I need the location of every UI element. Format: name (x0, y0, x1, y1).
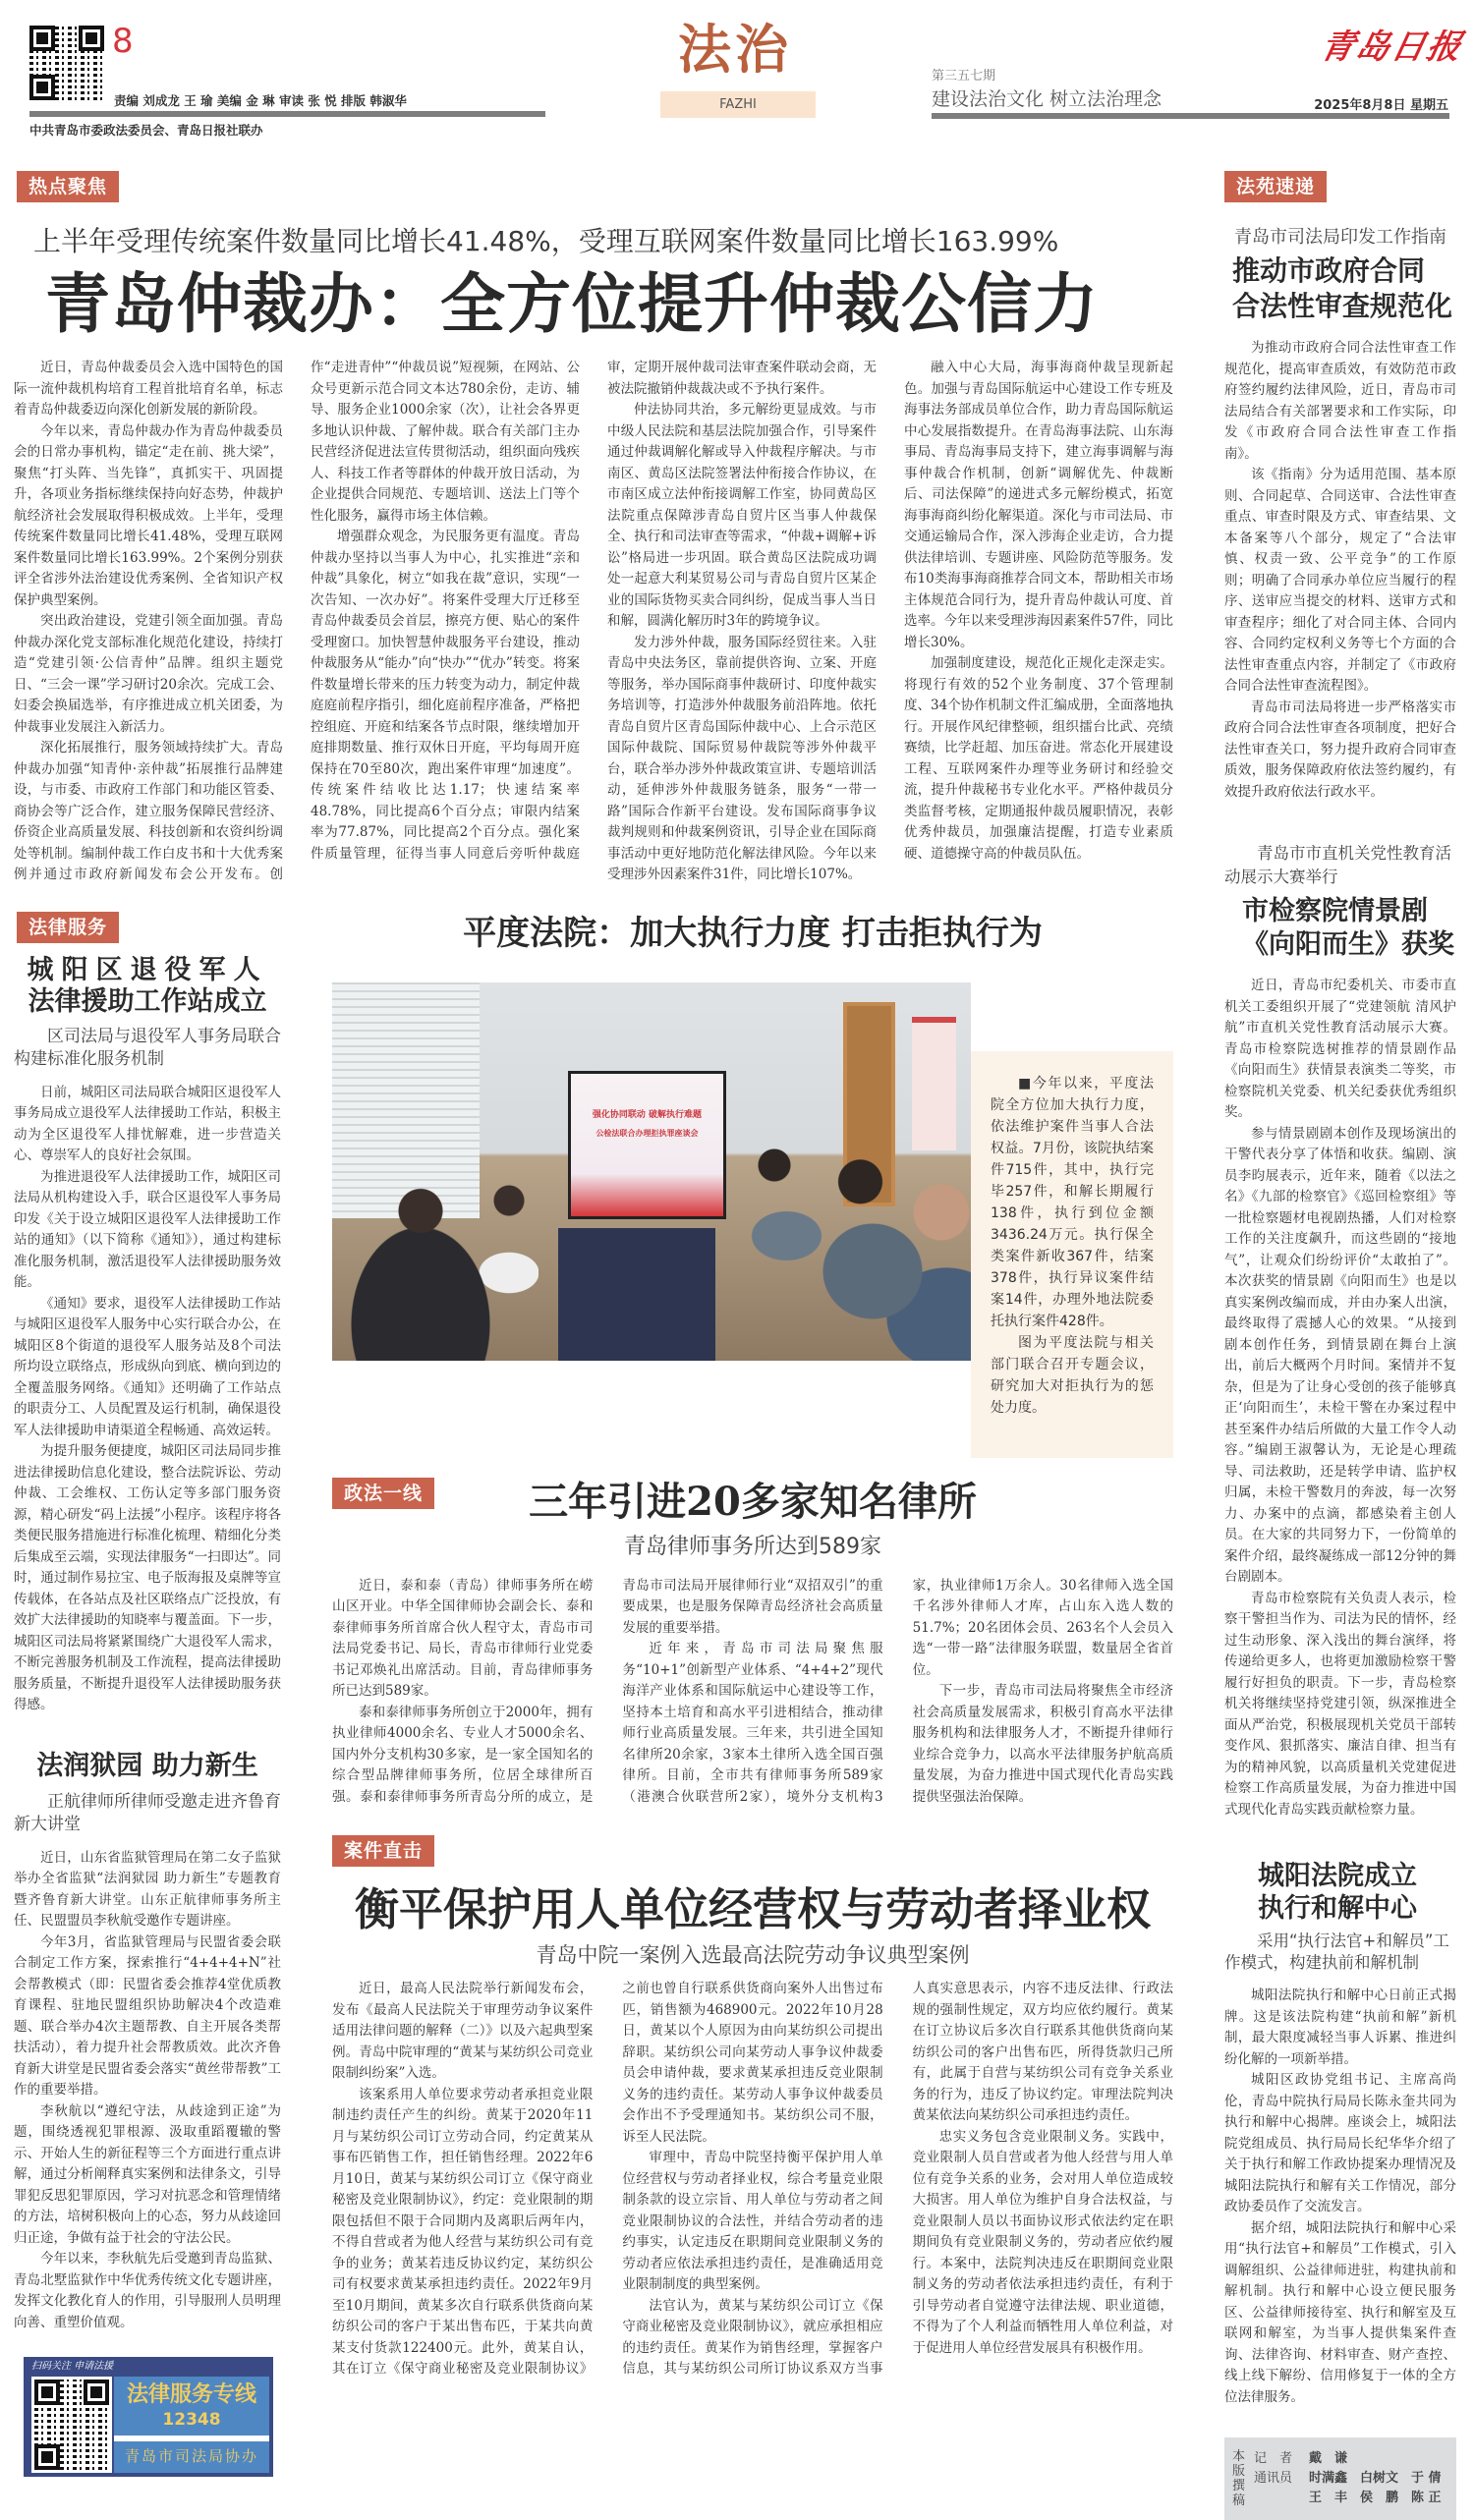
paragraph: 参与情景剧剧本创作及现场演出的干警代表分享了体悟和收获。编剧、演员李昀展表示，近年来，随着《以法之名》《九部的检察官》《巡回检察组》等一批检察题材电视剧热播，人们对检察工作的关注度飙升，而这些剧的“接地气”，让观众们纷纷评价“太敢拍了”。本次获奖的情景剧《向阳而生》也是以真实案例改编而成，并由办案人出演，最终取得了震撼人心的效果。“从接到剧本创作任务，到情景剧在舞台上演出，前后大概两个月时间。案情并不复杂，但是为了让身心受创的孩子能够真正‘向阳而生’，未检干警在办案过程中甚至案件办结后所做的大量工作令人动容。”编剧王淑馨认为，无论是心理疏导、司法救助，还是转学申请、监护权归属，未检干警数月的奔波，每一次努力、办案中的点滴，都感染着主创人员。在大家的共同努力下，一份简单的案件介绍，最终凝练成一部12分钟的舞台剧剧本。 (1224, 1125, 1456, 1585)
brief3-kicker: 采用“执行法官+和解员”工作模式，构建执前和解机制 (1224, 1932, 1449, 1972)
section-pinyin: FAZHI (660, 91, 816, 118)
paragraph: 泰和泰律师事务所创立于2000年，拥有执业律师4000余名、专业人才5000余名、国内外分支机构30多家，是一家全国知名的综合型品牌律师事务所，位居全球律所百强。泰和泰律师事务所青岛分所的成立，是青岛市司法局开展律师行业“双招双引”的重要成果，也是服务保障青岛经济社会高质量发展的重要举措。 (332, 1577, 883, 1805)
headline-line: 推动市政府合同 (1232, 254, 1426, 287)
section-tag-law-express: 法苑速递 (1224, 171, 1327, 202)
screen-subtitle: 公检法联合办理拒执罪座谈会 (595, 1128, 699, 1138)
paragraph: 日前，城阳区司法局联合城阳区退役军人事务局成立退役军人法律援助工作站，积极主动为全区退役军人排忧解难，进一步营造关心、尊崇军人的良好社会氛围。 (14, 1084, 281, 1163)
conference-table (558, 1228, 715, 1361)
paragraph: 为提升服务便捷度，城阳区司法局同步推进法律援助信息化建设，整合法院诉讼、劳动仲裁、工会维权、工伤认定等多部门服务资源，精心研发“码上法援”小程序。该程序将各类便民服务措施进行标准化梳理、精细化分类后集成至云端，实现法律服务“一扫即达”。同时，通过制作易拉宝、电子版海报及桌牌等宣传载体，在各站点及社区联络点广泛投放，有效扩大法律援助的知晓率与覆盖面。下一步，城阳区司法局将紧紧围绕广大退役军人需求，不断完善服务机制及工作流程，提高法律援助服务质量，不断提升退役军人法律援助服务获得感。 (14, 1443, 281, 1712)
newspaper-logo: 青岛日报 (1317, 28, 1467, 67)
hotline-sponsor: 青岛市司法局协办 (124, 2447, 258, 2465)
meeting-photo (332, 982, 971, 1361)
brief1-kicker: 青岛市司法局印发工作指南 (1234, 227, 1446, 248)
prison-body (14, 1848, 281, 2334)
paragraph: 突出政治建设，党建引领全面加强。青岛仲裁办深化党支部标准化规范化建设，持续打造“党建引领·公信青仲”品牌。组织主题党日、“三会一课”学习研讨20余次。完成工会、妇委会换届选举，有序推进成立机关团委，为仲裁事业发展注入新活力。 (14, 613, 283, 735)
section-tag-frontline: 政法一线 (332, 1478, 434, 1509)
paragraph: 近日，最高人民法院举行新闻发布会，发布《最高人民法院关于审理劳动争议案件适用法律问题的解释（二）》以及六起典型案例。青岛中院审理的“黄某与某纺织公司竞业限制纠纷案”入选。 (332, 1981, 594, 2081)
section-tag-hot-focus: 热点聚焦 (17, 171, 119, 202)
reporter-names: 戴 谦 (1309, 2451, 1348, 2466)
headline-line: 法律援助工作站成立 (28, 985, 267, 1017)
section-title: 法治 (678, 18, 792, 81)
correspondent-label: 通讯员 (1254, 2471, 1293, 2486)
issue-date: 2025年8月8日 星期五 (1314, 98, 1448, 113)
paragraph: 今年以来，青岛仲裁办作为青岛仲裁委员会的日常办事机构，锚定“走在前、挑大梁”，聚焦“打头阵、当先锋”，真抓实干、巩固提升，各项业务指标继续保持向好态势，仲裁护航经济社会发展取得积极成效。上半年，受理传统案件数量同比增长41.48%，受理互联网案件数量同比增长163.99%。2个案例分别获评全省涉外法治建设优秀案例、全省知识产权保护典型案例。 (14, 422, 283, 608)
lower-area (14, 912, 1173, 2478)
lawfirms-kicker: 青岛律师事务所达到589家 (624, 1534, 881, 1559)
main-area (14, 171, 1173, 2477)
spacer (1254, 2489, 1305, 2508)
paragraph: 近日，青岛仲裁委员会入选中国特色的国际一流仲裁机构培育工程首批培育名单，标志着青岛仲裁委迈向深化创新发展的新阶段。 (14, 360, 283, 418)
labor-case-headline: 衡平保护用人单位经营权与劳动者择业权 (354, 1883, 1151, 1935)
lawfirms-body (332, 1576, 1173, 1809)
paragraph: ■今年以来，平度法院全方位加大执行力度，依法维护案件当事人合法权益。7月份，该院执结案件715件，其中，执行完毕257件，和解长期履行138件，执行到位金额3436.24万元。执行保全类案件新收367件，结案378件，执行异议案件结案14件，办理外地法院委托执行案件428件。 (991, 1075, 1154, 1329)
lead-kicker: 上半年受理传统案件数量同比增长41.48%，受理互联网案件数量同比增长163.99% (33, 225, 1059, 257)
correspondent-names: 时满鑫 白树文 于 倩 (1309, 2471, 1442, 2486)
paragraph: 近日，山东省监狱管理局在第二女子监狱举办全省监狱“法润狱园 助力新生”专题教育暨齐鲁育新大讲堂。山东正航律师事务所主任、民盟盟员李秋航受邀作专题讲座。 (14, 1849, 281, 1929)
prison-kicker: 正航律师所律师受邀走进齐鲁育新大讲堂 (14, 1791, 281, 1834)
header-rule-left (29, 111, 545, 117)
lead-article-body (14, 358, 1173, 886)
legal-service-kicker: 区司法局与退役军人事务局联合构建标准化服务机制 (14, 1026, 281, 1069)
contributors-grid (1254, 2449, 1442, 2508)
contributors-box (1224, 2437, 1456, 2520)
lawfirms-headline: 三年引进20多家知名律所 (529, 1478, 977, 1525)
header-rule-right (932, 113, 1449, 119)
paragraph: 近年来，青岛市司法局聚焦服务“10+1”创新型产业体系、“4+4+2”现代海洋产业体系和国际航运中心建设等工作，坚持本土培育和高水平引进相结合，推动律师行业高质量发展。三年来，共引进全国知名律所20余家，3家本土律所入选全国百强律所。目前，全市共有律师事务所589家（港澳合伙联营所2家），境外分支机构3家，执业律师1万余人。30名律师入选全国千名涉外律师人才库，占山东入选人数的51.7%；20名团体会员、263名个人会员入选“一带一路”法律服务联盟，数量居全省首位。 (622, 1577, 1173, 1805)
paragraph: 《通知》要求，退役军人法律援助工作站与城阳区退役军人服务中心实行联合办公，在城阳区8个街道的退役军人服务站及8个司法所均设立联络点，形成纵向到底、横向到边的全覆盖服务网络。《通知》还明确了工作站点的职责分工、人员配置及运行机制，确保退役军人法律援助申请渠道全程畅通、高效运转。 (14, 1295, 281, 1438)
qr-code-icon (31, 2377, 112, 2473)
paragraph: 该《指南》分为适用范围、基本原则、合同起草、合同送审、合法性审查重点、审查时限及方式、审查结果、文本备案等八个部分，规定了“合法审慎、权责一致、公平竞争”的工作原则；明确了合同承办单位应当履行的程序、送审应当提交的材料、送审方式和审查程序；细化了对合同主体、合同内容、合同约定权利义务等七个方面的合法性审查重点内容，并制定了《市政府合同合法性审查流程图》。 (1224, 467, 1456, 694)
correspondent-names: 王 丰 侯 鹏 陈 正 (1309, 2491, 1442, 2505)
photo-caption (991, 1073, 1154, 1419)
paragraph: 图为平度法院与相关部门联合召开专题会议，研究加大对拒执行为的惩处力度。 (991, 1334, 1154, 1416)
brief2-body (1224, 976, 1456, 1820)
headline-line: 执行和解中心 (1258, 1893, 1417, 1924)
photo-row (332, 982, 1173, 1458)
headline-line: 合法性审查规范化 (1232, 290, 1453, 322)
pingdu-headline: 平度法院：加大执行力度 打击拒执行为 (463, 913, 1043, 953)
labor-case-body (332, 1979, 1173, 2380)
slogan: 建设法治文化 树立法治理念 (932, 88, 1162, 110)
prison-headline: 法润狱园 助力新生 (36, 1750, 258, 1781)
brief2-kicker: 青岛市市直机关党性教育活动展示大赛举行 (1224, 844, 1451, 886)
brief3-body (1224, 1986, 1456, 2408)
caption-box (971, 1051, 1173, 1458)
paragraph: 该案系用人单位要求劳动者承担竞业限制违约责任产生的纠纷。黄某于2020年11月与某纺织公司订立劳动合同，约定黄某从事布匹销售工作，担任销售经理。2022年6月10日，黄某与某纺织公司订立《保守商业秘密及竞业限制协议》，约定：竞业限制的期限包括但不限于合同期内及离职后两年内，不得自营或者为他人经营与某纺织公司有竞争的业务；黄某若违反协议约定，某纺织公司有权要求黄某承担违约责任。2022年9月至10月期间，黄某多次自行联系供货商向某纺织公司的客户于某出售布匹，于某共向黄某支付货款122400元。此外，黄某自认，其在订立《保守商业秘密及竞业限制协议》之前也曾自行联系供货商向案外人出售过布匹，销售额为468900元。2022年10月28日，黄某以个人原因为由向某纺织公司提出辞职。某纺织公司向某劳动人事争议仲裁委员会申请仲裁，要求黄某承担违反竞业限制义务的违约责任。某劳动人事争议仲裁委员会作出不予受理通知书。某纺织公司不服，诉至人民法院。 (332, 1981, 883, 2377)
labor-case-kicker: 青岛中院一案例入选最高法院劳动争议典型案例 (536, 1943, 970, 1967)
page-number: 8 (112, 22, 134, 61)
qr-code-icon (29, 26, 104, 100)
brief3-headline (1258, 1860, 1456, 1925)
issue-number: 第三五七期 (932, 69, 996, 84)
paragraph: 近日，青岛市纪委机关、市委市直机关工委组织开展了“党建领航 清风护航”市直机关党性教育活动展示大赛。青岛市检察院选树推荐的情景剧作品《向阳而生》获情景表演类二等奖，市检察院机关党委、机关纪委获优秀组织奖。 (1224, 978, 1456, 1120)
paragraph: 加强制度建设，规范化正规化走深走实。将现行有效的52个业务制度、37个管理制度、34个协作机制文件汇编成册，全面落地执行。开展作风纪律整顿，组织擂台比武、亮绩赛绩，比学赶超、加压奋进。常态化开展建设工程、互联网案件办理等业务研讨和经验交流，提升仲裁秘书专业化水平。严格仲裁员分类监督考核，定期通报仲裁员履职情况，表彰优秀仲裁员，加强廉洁提醒，打造专业素质硬、道德操守高的仲裁员队伍。 (904, 655, 1173, 862)
paragraph: 审理中，青岛中院坚持衡平保护用人单位经营权与劳动者择业权，综合考量竞业限制条款的设立宗旨、用人单位与劳动者之间竞业限制协议的合法性，并结合劳动者的违约事实，认定违反在职期间竞业限制义务的劳动者应依法承担违约责任，是准确适用竞业限制制度的典型案例。 (622, 2150, 883, 2292)
hotline-ad (24, 2357, 273, 2477)
headline-line: 城阳区退役军人 (27, 954, 268, 985)
paragraph: 据介绍，城阳法院执行和解中心采用“执行法官+和解员”工作模式，引入调解组织、公益律师进驻，构建执前和解机制。执行和解中心设立便民服务区、公益律师接待室、执行和解室及互联网和解室，为当事人提供集案件查询、法律咨询、材料审查、财产查控、线上线下解纷、信用修复于一体的全方位法律服务。 (1224, 2219, 1456, 2405)
labor-case-story (332, 1835, 1173, 2380)
editor-credits: 责编 刘成龙 王 瑜 美编 金 琳 审读 张 悦 排版 韩淑华 (114, 93, 407, 108)
paragraph: 下一步，青岛市司法局将聚焦全市经济社会高质量发展需求，积极引育高水平法律服务机构和法律服务人才，不断提升律师行业综合竞争力，以高水平法律服务护航高质量发展，为奋力推进中国式现代化青岛实践提供坚强法治保障。 (912, 1683, 1173, 1805)
paragraph: 深化拓展推行，服务领域持续扩大。青岛仲裁办加强“知青仲·亲仲裁”拓展推行品牌建设，与市委、市政府工作部门和功能区管委、商协会等广泛合作，建立服务保障民营经济、侨资企业高质量发展、科技创新和农资纠纷调处等机制。编制仲裁工作白皮书和十大优秀案例并通过市政府新闻发布会公开发布。创作“走进青仲”“仲裁员说”短视频，在网站、公众号更新示范合同文本达780余份，走访、辅导、服务企业1000余家（次），让社会各界更多地认识仲裁、了解仲裁。联合有关部门主办民营经济促进法宣传贯彻活动，组织面向残疾人、科技工作者等群体的仲裁开放日活动，为企业提供合同规范、专题培训、送法上门等个性化服务，赢得市场主体信赖。 (14, 360, 580, 882)
paragraph: 城阳法院执行和解中心日前正式揭牌。这是该法院构建“执前和解”新机制，最大限度减轻当事人诉累、推进纠纷化解的一项新举措。 (1224, 1988, 1456, 2067)
paragraph: 为推进退役军人法律援助工作，城阳区司法局从机构建设入手，联合区退役军人事务局印发《关于设立城阳区退役军人法律援助工作站的通知》（以下简称《通知》），通过构建标准化服务机制，激活退役军人法律援助服务效能。 (14, 1168, 281, 1290)
left-column (14, 912, 281, 2478)
attendees-right (725, 1130, 971, 1361)
presentation-screen (568, 1071, 726, 1219)
right-column (1224, 171, 1456, 2520)
qr-caption: 扫码关注 申请法援 (31, 2361, 114, 2372)
hotline-panel (114, 2377, 269, 2473)
paragraph: 城阳区政协党组书记、主席高尚伦，青岛中院执行局局长陈永奎共同为执行和解中心揭牌。座谈会上，城阳法院党组成员、执行局局长纪华华介绍了关于执行和解工作政协提案办理情况及城阳法院执行和解有关工作情况，部分政协委员作了交流发言。 (1224, 2072, 1456, 2214)
hotline-number: 12348 (162, 2410, 221, 2430)
paragraph: 李秋航以“遵纪守法，从歧途到正途”为题，围绕透视犯罪根源、汲取重蹈覆辙的警示、开始人生的新征程等三个方面进行重点讲解，通过分析阐释真实案例和法律条文，引导罪犯反思犯罪原因，学习对抗恶念和管理情绪的方法，培树积极向上的心态，努力从歧途回归正途，争做有益于社会的守法公民。 (14, 2102, 281, 2246)
legal-service-headline (14, 955, 281, 1018)
paragraph: 增强群众观念，为民服务更有温度。青岛仲裁办坚持以当事人为中心，扎实推进“亲和仲裁”具象化，树立“如我在裁”意识，实现“一次告知、一次办好”。将案件受理大厅迁移至青岛仲裁委员会首层，擦亮方便、贴心的案件受理窗口。加快智慧仲裁服务平台建设，推动仲裁服务从“能办”向“快办”“优办”转变。将案件数量增长带来的压力转变为动力，制定仲裁庭庭前程序指引，细化庭前程序准备，严格把控组庭、开庭和结案各节点时限，继续增加开庭排期数量、推行双休日开庭，平均每周开庭保持在70至80次，跑出案件审理“加速度”。传统案件结收比达1.17；快速结案率48.78%，同比提高6个百分点；审限内结案率为77.87%，同比提高2个百分点。强化案件质量管理，征得当事人同意后旁听仲裁庭审，定期开展仲裁司法审查案件联动会商，无被法院撤销仲裁裁决或不予执行案件。 (311, 360, 877, 862)
legal-service-body (14, 1083, 281, 1716)
hotline-divider (114, 2436, 269, 2441)
headline-line: 《向阳而生》获奖 (1242, 929, 1454, 960)
paragraph: 今年3月，省监狱管理局与民盟省委会联合制定工作方案，探索推行“4+4+4+N”社会帮教模式（即：民盟省委会推荐4堂优质教育课程、驻地民盟组织协助解决4个改造难题、联合举办4次主题帮教、自主开展各类帮扶活动），着力提升社会帮教质效。此次齐鲁育新大讲堂是民盟省委会落实“黄丝带帮教”工作的重要举措。 (14, 1933, 281, 2098)
lawfirms-story (332, 1478, 1173, 1809)
paragraph: 法官认为，黄某与某纺织公司订立《保守商业秘密及竞业限制协议》，就应承担相应的违约责任。黄某作为销售经理，掌握客户信息，其与某纺织公司所订协议系双方当事人真实意思表示，内容不违反法律、行政法规的强制性规定，双方均应依约履行。黄某在订立协议后多次自行联系其他供货商向某纺织公司的客户出售布匹，所得货款归己所有，此属于自营与某纺织公司有竞争关系业务的行为，违反了协议约定。审理法院判决黄某依法向某纺织公司承担违约责任。 (622, 1981, 1173, 2377)
brief1-body (1224, 338, 1456, 803)
screen-title: 强化协同联动 破解执行难题 (592, 1109, 703, 1120)
paragraph: 青岛市检察院有关负责人表示，检察干警担当作为、司法为民的情怀，经过生动形象、深入浅出的舞台演绎，将传递给更多人，也将更加激励检察干警履行好担负的职责。下一步，青岛检察机关将继续坚持党建引领，纵深推进全面从严治党，积极展现机关党员干部转变作风、狠抓落实、廉洁自律、担当有为的精神风貌，以高质量机关党建促进检察工作高质量发展，为奋力推进中国式现代化青岛实践贡献检察力量。 (1224, 1590, 1456, 1818)
reporter-label: 记 者 (1254, 2451, 1293, 2466)
paragraph: 青岛市司法局将进一步严格落实市政府合同合法性审查各项制度，把好合法性审查关口，努力提升政府合同审查质效，服务保障政府依法签约履约，有效提升政府依法行政水平。 (1224, 699, 1456, 800)
paragraph: 发力涉外仲裁，服务国际经贸往来。入驻青岛中央法务区，靠前提供咨询、立案、开庭等服务，举办国际商事仲裁研讨、印度仲裁实务培训等，打造涉外仲裁服务前沿阵地。依托青岛自贸片区青岛国际仲裁中心、上合示范区国际仲裁院、国际贸易仲裁院等涉外仲裁平台，联合举办涉外仲裁政策宣讲、专题培训活动，延伸涉外仲裁服务链条，服务“一带一路”国际合作新平台建设。发布国际商事争议裁判规则和仲裁案例资讯，引导企业在国际商事活动中更好地防范化解法律风险。今年以来受理涉外因素案件31件，同比增长107%。 (607, 634, 877, 882)
contributors-label: 本版撰稿 (1232, 2449, 1246, 2508)
paragraph: 今年以来，李秋航先后受邀到青岛监狱、青岛北墅监狱作中华优秀传统文化专题讲座，发挥文化教化育人的作用，引导服刑人员明理向善、重塑价值观。 (14, 2251, 281, 2330)
paragraph: 近日，泰和泰（青岛）律师事务所在崂山区开业。中华全国律师协会副会长、泰和泰律师事务所首席合伙人程守太，青岛市司法局党委书记、局长，青岛市律师行业党委书记邓焕礼出席活动。目前，青岛律师事务所已达到589家。 (332, 1577, 594, 1699)
brief2-headline (1242, 895, 1456, 962)
section-tag-case-focus: 案件直击 (332, 1835, 434, 1867)
organizer-line: 中共青岛市委政法委员会、青岛日报社联办 (29, 123, 263, 138)
headline-line: 城阳法院成立 (1258, 1861, 1417, 1891)
paragraph: 为推动市政府合同合法性审查工作规范化，提高审查质效，有效防范市政府签约履约法律风险，近日，青岛市司法局结合有关部署要求和工作实际，印发《市政府合同合法性审查工作指南》。 (1224, 340, 1456, 462)
headline-line: 市检察院情景剧 (1242, 896, 1428, 926)
paragraph: 融入中心大局，海事海商仲裁呈现新起色。加强与青岛国际航运中心建设工作专班及海事法务部成员单位合作，助力青岛国际航运中心发展指数提升。在青岛海事法院、山东海事局、青岛海事局支持下，建立海事调解与海事仲裁合作机制，创新“调解优先、仲裁断后、司法保障”的递进式多元解纷模式，拓宽海事海商纠纷化解渠道。深化与市司法局、市交通运输局合作，深入涉海企业走访，合力提供法律培训、专题讲座、风险防范等服务。发布10类海事海商推荐合同文本，帮助相关市场主体规范合同行为，提升青岛仲裁认可度、首选率。今年以来受理涉海因素案件57件，同比增长30%。 (904, 360, 1173, 650)
center-column (332, 912, 1173, 2380)
hotline-title: 法律服务专线 (126, 2382, 256, 2407)
lead-story (14, 171, 1173, 886)
brief1-headline (1232, 253, 1456, 324)
attendees-left (342, 1159, 539, 1361)
lead-headline: 青岛仲裁办：全方位提升仲裁公信力 (45, 265, 1099, 342)
paragraph: 仲法协同共治，多元解纷更显成效。与市中级人民法院和基层法院加强合作，引导案件通过仲裁调解化解或导入仲裁程序解决。与市南区、黄岛区法院签署法仲衔接合作协议，在市南区成立法仲衔接调解工作室，协同黄岛区法院重点保障涉青岛自贸片区当事人仲裁保全、执行和司法审查等需求，“仲裁+调解+诉讼”格局进一步巩固。联合黄岛区法院成功调处一起意大利某贸易公司与青岛自贸片区某企业的国际货物买卖合同纠纷，促成当事人当日和解，圆满化解历时3年的跨境争议。 (607, 402, 877, 629)
paragraph: 忠实义务包含竞业限制义务。实践中，竞业限制人员自营或者为他人经营与用人单位有竞争关系的业务，会对用人单位造成较大损害。用人单位为维护自身合法权益，与竞业限制人员以书面协议形式依法约定在职期间负有竞业限制义务的，劳动者应依约履行。本案中，法院判决违反在职期间竞业限制义务的劳动者依法承担违约责任，有利于引导劳动者自觉遵守法律法规、职业道德，不得为了个人利益而牺牲用人单位利益，对于促进用人单位经营发展具有积极作用。 (912, 2128, 1173, 2356)
section-tag-legal-service: 法律服务 (17, 912, 119, 943)
